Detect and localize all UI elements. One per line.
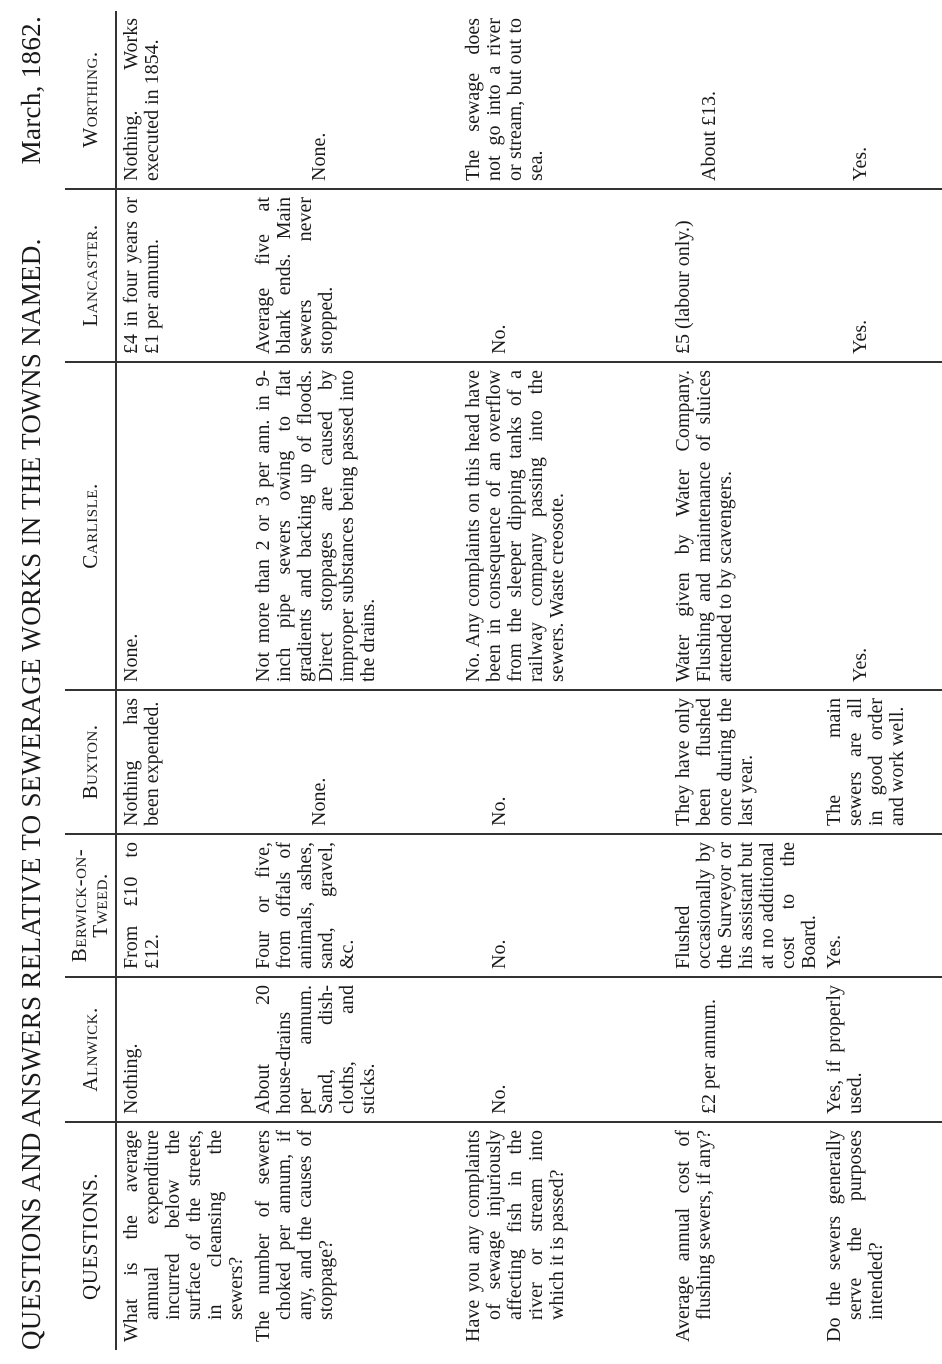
header-buxton: Buxton. <box>65 690 116 834</box>
answer-worthing: Nothing. Works executed in 1854. <box>120 18 163 181</box>
question-cell: What is the average annual expenditure incurred below the surface of the streets, in cleansing the sewers? <box>116 1122 249 1350</box>
answer-lancaster: £4 in four years or £1 per annum. <box>116 189 249 362</box>
running-head <box>16 0 56 1364</box>
header-row <box>65 11 116 1350</box>
table-row <box>116 11 249 1350</box>
answer-buxton: No. <box>459 690 669 834</box>
answer-carlisle: Yes. <box>820 362 942 690</box>
answer-lancaster: No. <box>459 189 669 362</box>
header-alnwick: Alnwick. <box>65 977 116 1122</box>
answer-alnwick: £2 per annum. <box>669 977 820 1122</box>
header-worthing: Worthing. <box>65 11 116 189</box>
answer-carlisle: Water given by Water Company. Flushing and maintenance of sluices attended to by scavengers. <box>669 362 820 690</box>
answer-worthing: The sewage does not go into a river or stream, but out to sea. <box>462 18 547 181</box>
answer-alnwick: Nothing. <box>116 977 249 1122</box>
answer-buxton: The main sewers are all in good order and work well. <box>820 690 942 834</box>
header-lancaster: Lancaster. <box>65 189 116 362</box>
table-row <box>249 11 459 1350</box>
header-questions: QUESTIONS. <box>65 1122 116 1350</box>
question-cell: Average annual cost of flushing sewers, if any? <box>669 1122 820 1350</box>
answer-carlisle: No. Any complaints on this head have been in consequence of an overflow from the sleeper dipping tanks of a railway company passing into the sewers. Waste creosote. <box>459 362 669 690</box>
table-row <box>820 11 942 1350</box>
table-row <box>459 11 669 1350</box>
question-cell: Have you any complaints of sewage injuriously affecting fish in the river or stream into which it is passed? <box>459 1122 669 1350</box>
page-date: March, 1862. <box>16 16 46 165</box>
answer-buxton: They have only been flushed once during the last year. <box>669 690 820 834</box>
answer-carlisle: None. <box>116 362 249 690</box>
answer-alnwick: About 20 house-drains per annum. Sand, dish-cloths, and sticks. <box>249 977 459 1122</box>
table-row <box>669 11 820 1350</box>
answer-berwick: Four or five, from offals of animals, ashes, sand, gravel, &c. <box>249 834 459 977</box>
answer-lancaster: Average five at blank ends. Main sewers never stopped. <box>249 189 459 362</box>
answer-buxton: None. <box>249 690 459 834</box>
answer-lancaster: Yes. <box>820 189 942 362</box>
answer-buxton: Nothing has been expended. <box>116 690 249 834</box>
header-carlisle: Carlisle. <box>65 362 116 690</box>
answer-berwick: From £10 to £12. <box>116 834 249 977</box>
answer-alnwick: Yes, if properly used. <box>820 977 942 1122</box>
page-title: QUESTIONS AND ANSWERS RELATIVE TO SEWERAGE WORKS IN THE TOWNS NAMED. <box>16 238 46 1350</box>
answer-worthing: Yes. <box>849 146 871 181</box>
answer-alnwick: No. <box>459 977 669 1122</box>
answer-berwick: No. <box>459 834 669 977</box>
answer-carlisle: Not more than 2 or 3 per ann. in 9-inch pipe sewers owing to flat gradients and backing up of floods. Direct stoppages are caused by improper substances being passed into the drains. <box>249 362 459 690</box>
answer-lancaster: £5 (labour only.) <box>669 189 820 362</box>
answer-worthing: About £13. <box>698 91 720 181</box>
answer-berwick: Yes. <box>820 834 942 977</box>
question-cell: Do the sewers generally serve the purposes intended? <box>820 1122 942 1350</box>
header-berwick: Berwick-on-Tweed. <box>65 834 116 977</box>
question-cell: The number of sewers choked per annum, if any, and the causes of stoppage? <box>249 1122 459 1350</box>
answer-berwick: Flushed occasionally by the Surveyor or his assistant but at no additional cost to the Board. <box>669 834 820 977</box>
sewerage-table <box>65 11 908 1350</box>
answer-worthing: None. <box>308 132 330 181</box>
